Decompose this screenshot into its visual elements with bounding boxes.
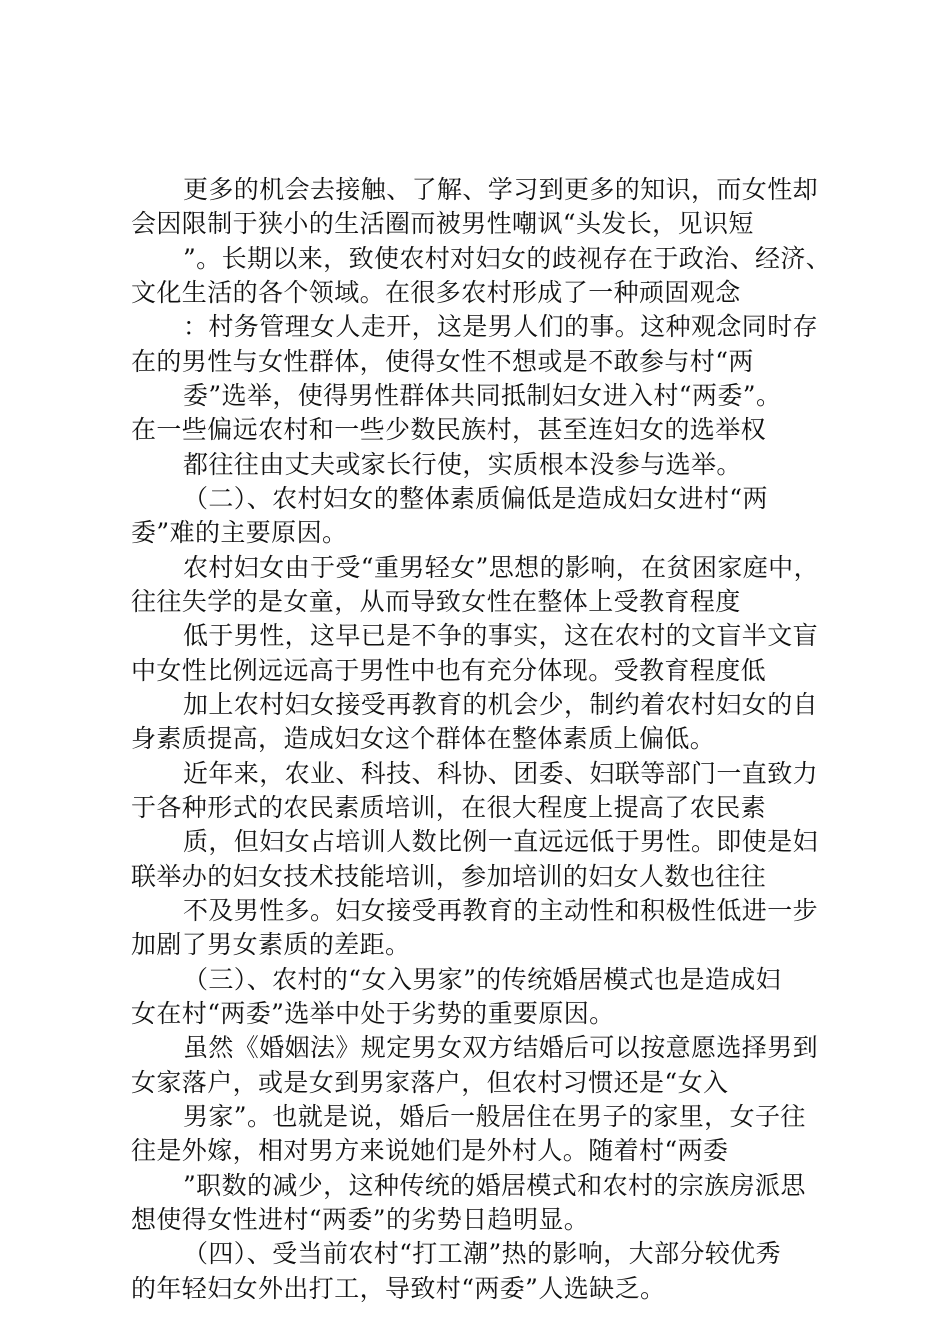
body-text-line: 联举办的妇女技术技能培训，参加培训的妇女人数也往往	[131, 862, 767, 891]
body-text-line: 低于男性，这早已是不争的事实，这在农村的文盲半文盲	[183, 621, 819, 650]
body-text-line: 中女性比例远远高于男性中也有充分体现。受教育程度低	[131, 656, 767, 685]
section-heading-line: （二）、农村妇女的整体素质偏低是造成妇女进村“两	[183, 484, 768, 513]
body-text-line: 会因限制于狭小的生活圈而被男性嘲讽“头发长，见识短	[131, 209, 754, 238]
body-text-line: 委”选举，使得男性群体共同抵制妇女进入村“两委”。	[183, 381, 782, 410]
section-heading-line: （三）、农村的“女入男家”的传统婚居模式也是造成妇	[183, 965, 782, 994]
body-text-line: 不及男性多。妇女接受再教育的主动性和积极性低进一步	[183, 896, 819, 925]
section-heading-line: 委”难的主要原因。	[131, 518, 348, 547]
body-text-line: ”职数的减少，这种传统的婚居模式和农村的宗族房派思	[183, 1171, 806, 1200]
body-text-line: 于各种形式的农民素质培训，在很大程度上提高了农民素	[131, 793, 767, 822]
body-text-line: 质，但妇女占培训人数比例一直远远低于男性。即使是妇	[183, 827, 819, 856]
body-text-line: 女家落户，或是女到男家落户，但农村习惯还是“女入	[131, 1068, 729, 1097]
body-text-line: 更多的机会去接触、了解、学习到更多的知识，而女性却	[183, 175, 819, 204]
body-text-line: 农村妇女由于受“重男轻女”思想的影响，在贫困家庭中，	[183, 553, 819, 582]
body-text-line: 往是外嫁，相对男方来说她们是外村人。随着村“两委	[131, 1136, 729, 1165]
body-text-line: 在一些偏远农村和一些少数民族村，甚至连妇女的选举权	[131, 415, 767, 444]
body-text-line: 虽然《婚姻法》规定男女双方结婚后可以按意愿选择男到	[183, 1033, 819, 1062]
body-text-line: 往往失学的是女童，从而导致女性在整体上受教育程度	[131, 587, 741, 616]
body-text-line: 加上农村妇女接受再教育的机会少，制约着农村妇女的自	[183, 690, 819, 719]
body-text-line: 文化生活的各个领域。在很多农村形成了一种顽固观念	[131, 278, 741, 307]
section-heading-line: （四）、受当前农村“打工潮”热的影响，大部分较优秀	[183, 1239, 782, 1268]
body-text-line: 近年来，农业、科技、科协、团委、妇联等部门一直致力	[183, 759, 819, 788]
body-text-line: ”。长期以来，致使农村对妇女的歧视存在于政治、经济、	[183, 244, 832, 273]
body-text-line: 在的男性与女性群体，使得女性不想或是不敢参与村“两	[131, 347, 754, 376]
section-heading-line: 女在村“两委”选举中处于劣势的重要原因。	[131, 999, 615, 1028]
body-text-line: ：村务管理女人走开，这是男人们的事。这种观念同时存	[183, 312, 819, 341]
body-text-line: 都往往由丈夫或家长行使，实质根本没参与选举。	[183, 450, 742, 479]
body-text-line: 想使得女性进村“两委”的劣势日趋明显。	[131, 1205, 590, 1234]
body-text-line: 身素质提高，造成妇女这个群体在整体素质上偏低。	[131, 724, 716, 753]
section-heading-line: 的年轻妇女外出打工，导致村“两委”人选缺乏。	[131, 1274, 666, 1303]
body-text-line: 男家”。也就是说，婚后一般居住在男子的家里，女子往	[183, 1102, 806, 1131]
body-text-line: 加剧了男女素质的差距。	[131, 930, 411, 959]
